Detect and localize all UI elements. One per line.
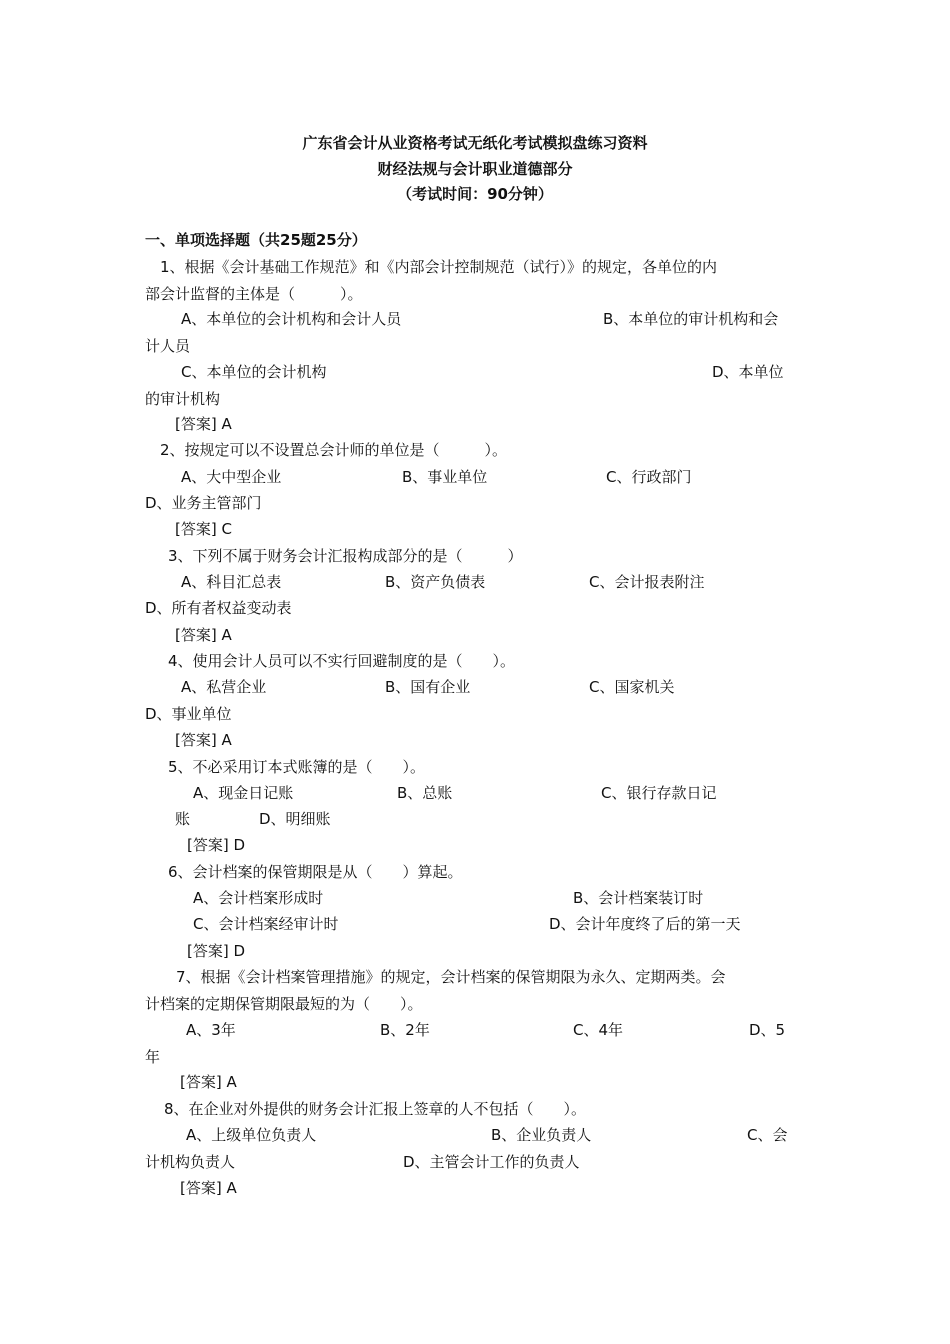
q1-option-d-cont: 的审计机构 [145, 390, 221, 408]
q4-option-d: D、事业单位 [145, 705, 232, 723]
q2-stem: 2、按规定可以不设置总会计师的单位是（ ）。 [160, 441, 508, 459]
q4-answer: [答案] A [175, 731, 232, 749]
q1-option-b-cont: 计人员 [145, 337, 191, 355]
q7-option-d: D、5 [749, 1021, 786, 1039]
q1-stem-line1: 1、根据《会计基础工作规范》和《内部会计控制规范（试行）》的规定，各单位的内 [160, 258, 718, 276]
q5-stem: 5、不必采用订本式账簿的是（ ）。 [168, 758, 426, 776]
q4-option-b: B、国有企业 [385, 678, 471, 696]
q3-option-b: B、资产负债表 [385, 573, 486, 591]
q3-option-d: D、所有者权益变动表 [145, 599, 292, 617]
q5-answer: [答案] D [187, 836, 246, 854]
q8-answer: [答案] A [180, 1179, 237, 1197]
q3-answer: [答案] A [175, 626, 232, 644]
q3-option-a: A、科目汇总表 [181, 573, 282, 591]
q1-option-b: B、本单位的审计机构和会 [603, 310, 779, 328]
q6-option-c: C、会计档案经审计时 [193, 915, 339, 933]
q8-option-d: D、主管会计工作的负责人 [403, 1153, 580, 1171]
q2-option-b: B、事业单位 [402, 468, 488, 486]
q7-stem-line1: 7、根据《会计档案管理措施》的规定，会计档案的保管期限为永久、定期两类。会 [176, 968, 726, 986]
q6-stem: 6、会计档案的保管期限是从（ ）算起。 [168, 863, 463, 881]
q6-answer: [答案] D [187, 942, 246, 960]
doc-subtitle: 财经法规与会计职业道德部分 [377, 160, 573, 178]
q3-option-c: C、会计报表附注 [589, 573, 705, 591]
q1-option-d: D、本单位 [712, 363, 784, 381]
q5-option-a: A、现金日记账 [193, 784, 294, 802]
q7-stem-line2: 计档案的定期保管期限最短的为（ ）。 [145, 995, 423, 1013]
q8-option-a: A、上级单位负责人 [186, 1126, 317, 1144]
q8-option-c-cont: 计机构负责人 [145, 1153, 236, 1171]
exam-time: （考试时间：90分钟） [397, 185, 553, 203]
q2-option-a: A、大中型企业 [181, 468, 282, 486]
q8-option-b: B、企业负责人 [491, 1126, 592, 1144]
q6-option-a: A、会计档案形成时 [193, 889, 324, 907]
q7-option-a: A、3年 [186, 1021, 236, 1039]
q6-option-d: D、会计年度终了后的第一天 [549, 915, 741, 933]
section-heading: 一、单项选择题（共25题25分） [145, 231, 367, 249]
q4-option-c: C、国家机关 [589, 678, 675, 696]
q5-option-b: B、总账 [397, 784, 453, 802]
q4-stem: 4、使用会计人员可以不实行回避制度的是（ ）。 [168, 652, 516, 670]
q5-option-c-cont: 账 [175, 810, 191, 828]
q7-option-b: B、2年 [380, 1021, 430, 1039]
q6-option-b: B、会计档案装订时 [573, 889, 704, 907]
q1-stem-line2: 部会计监督的主体是（ ）。 [145, 285, 363, 303]
q5-option-d: D、明细账 [259, 810, 331, 828]
q1-option-c: C、本单位的会计机构 [181, 363, 327, 381]
q8-stem: 8、在企业对外提供的财务会计汇报上签章的人不包括（ ）。 [164, 1100, 587, 1118]
q7-answer: [答案] A [180, 1073, 237, 1091]
q1-answer: [答案] A [175, 415, 232, 433]
q1-option-a: A、本单位的会计机构和会计人员 [181, 310, 402, 328]
q3-stem: 3、下列不属于财务会计汇报构成部分的是（ ） [168, 547, 523, 565]
q5-option-c: C、银行存款日记 [601, 784, 717, 802]
doc-title: 广东省会计从业资格考试无纸化考试模拟盘练习资料 [302, 134, 648, 152]
q8-option-c: C、会 [747, 1126, 788, 1144]
q2-option-d: D、业务主管部门 [145, 494, 262, 512]
q7-option-d-cont: 年 [145, 1048, 161, 1066]
q2-answer: [答案] C [175, 520, 232, 538]
q4-option-a: A、私营企业 [181, 678, 267, 696]
q7-option-c: C、4年 [573, 1021, 624, 1039]
q2-option-c: C、行政部门 [606, 468, 692, 486]
